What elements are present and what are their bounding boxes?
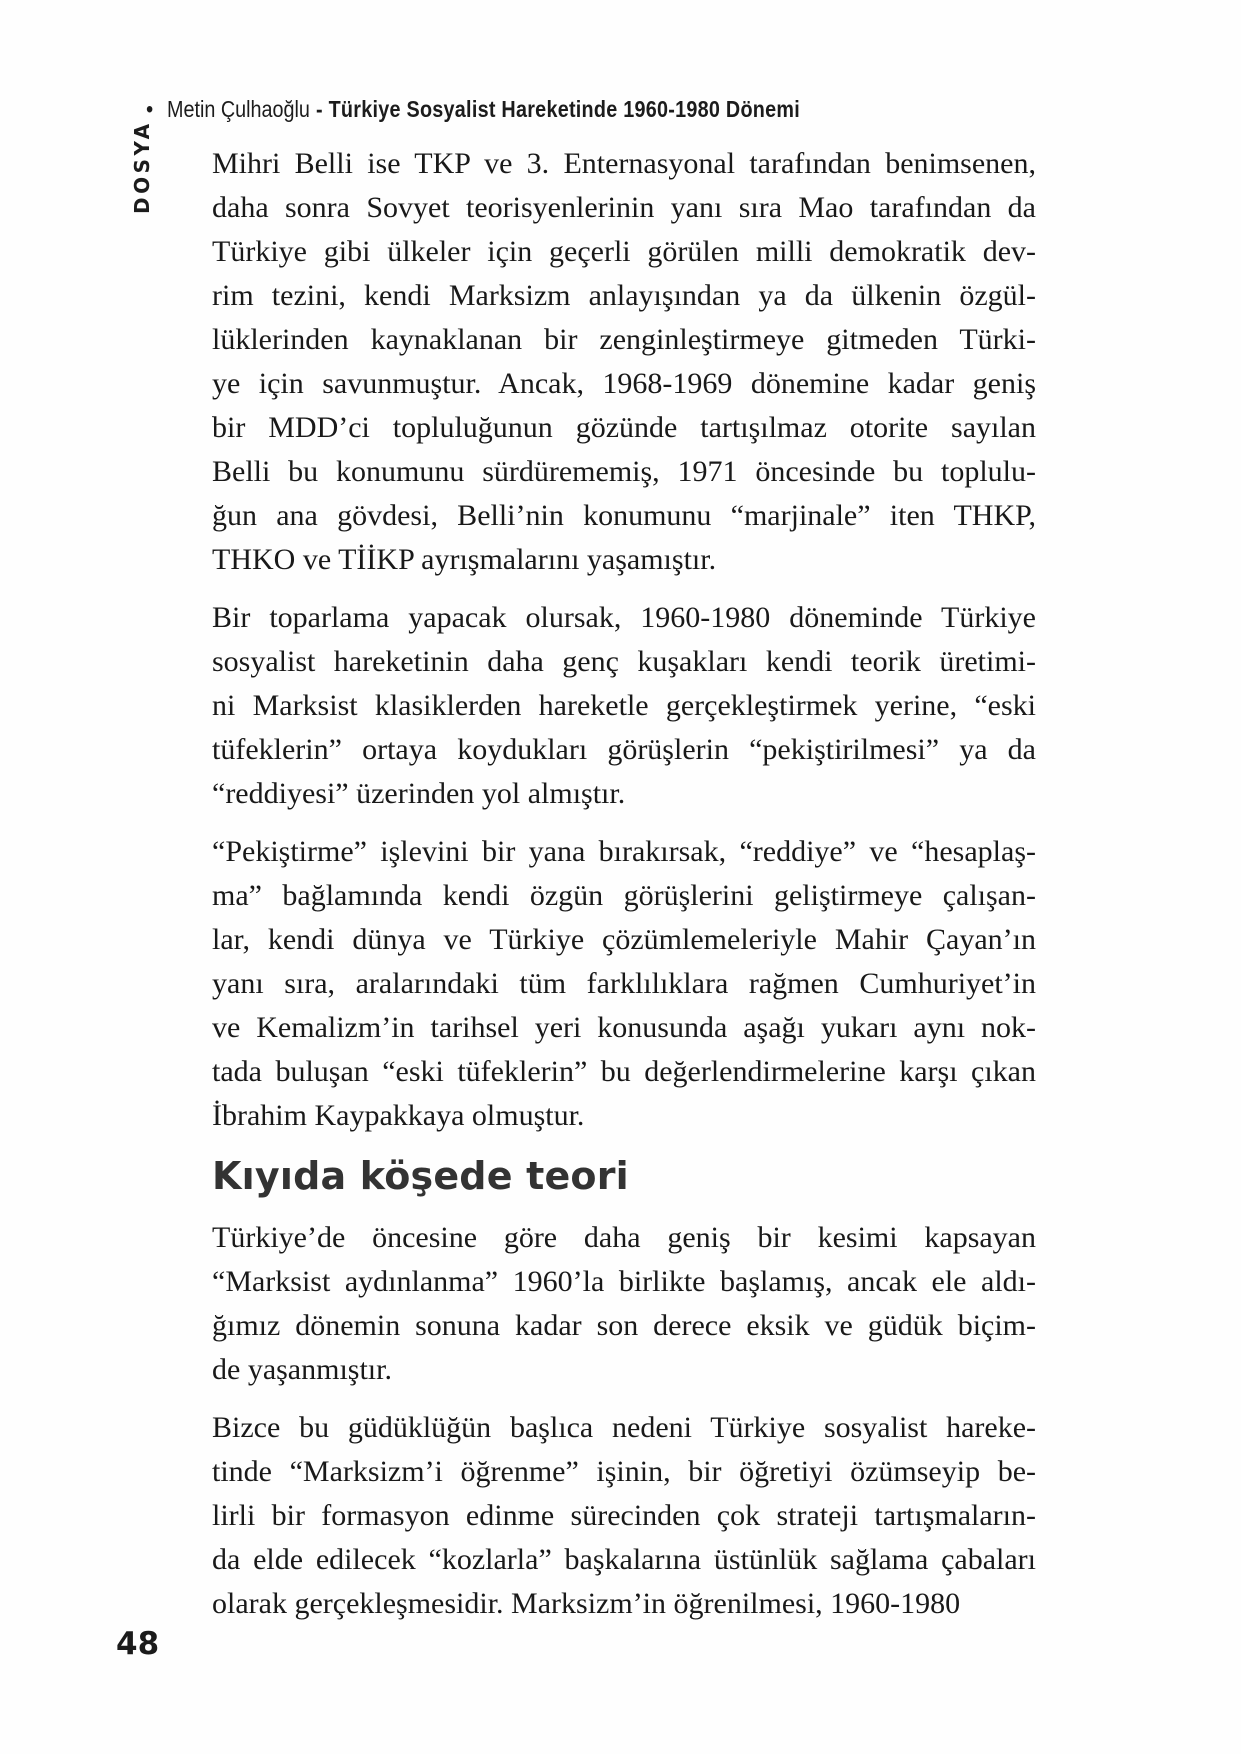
text-line: sosyalist hareketinin daha genç kuşakları kendi teorik üretimi- bbox=[212, 645, 1036, 678]
text-line: tüfeklerin” ortaya koydukları görüşlerin “pekiştirilmesi” ya da bbox=[212, 733, 1036, 766]
paragraph bbox=[212, 1406, 1036, 1626]
text-line: Bizce bu güdüklüğün başlıca nedeni Türkiye sosyalist hareke- bbox=[212, 1411, 1036, 1444]
text-line: Türkiye gibi ülkeler için geçerli görülen milli demokratik dev- bbox=[212, 235, 1036, 268]
text-line: bir MDD’ci topluluğunun gözünde tartışılmaz otorite sayılan bbox=[212, 411, 1036, 444]
paragraph bbox=[212, 1216, 1036, 1392]
bullet-icon: • bbox=[146, 95, 154, 123]
text-line: lüklerinden kaynaklanan bir zenginleştirmeye gitmeden Türki- bbox=[212, 323, 1036, 356]
text-line: de yaşanmıştır. bbox=[212, 1353, 392, 1386]
text-line: ğun ana gövdesi, Belli’nin konumunu “marjinale” iten THKP, bbox=[212, 499, 1036, 532]
text-line: lar, kendi dünya ve Türkiye çözümlemeleriyle Mahir Çayan’ın bbox=[212, 923, 1036, 956]
text-line: İbrahim Kaypakkaya olmuştur. bbox=[212, 1099, 585, 1132]
text-line: lirli bir formasyon edinme sürecinden çok strateji tartışmaların- bbox=[212, 1499, 1036, 1532]
section-tag-dosya: DOSYA bbox=[130, 120, 154, 214]
paragraph bbox=[212, 142, 1036, 582]
text-line: ni Marksist klasiklerden hareketle gerçekleştirmek yerine, “eski bbox=[212, 689, 1036, 722]
text-line: olarak gerçekleşmesidir. Marksizm’in öğrenilmesi, 1960-1980 bbox=[212, 1587, 961, 1620]
header-book-title: Türkiye Sosyalist Hareketinde 1960-1980 Dönemi bbox=[328, 96, 801, 122]
text-line: rim tezini, kendi Marksizm anlayışından ya da ülkenin özgül- bbox=[212, 279, 1036, 312]
paragraph bbox=[212, 596, 1036, 816]
page-number: 48 bbox=[116, 1626, 160, 1662]
text-line: THKO ve TİİKP ayrışmalarını yaşamıştır. bbox=[212, 543, 717, 576]
paragraph bbox=[212, 830, 1036, 1138]
text-line: ma” bağlamında kendi özgün görüşlerini geliştirmeye çalışan- bbox=[212, 879, 1036, 912]
text-line: ve Kemalizm’in tarihsel yeri konusunda aşağı yukarı aynı nok- bbox=[212, 1011, 1036, 1044]
text-line: ğımız dönemin sonuna kadar son derece eksik ve güdük biçim- bbox=[212, 1309, 1036, 1342]
article-body bbox=[212, 142, 1036, 1640]
text-line: “reddiyesi” üzerinden yol almıştır. bbox=[212, 777, 626, 810]
text-line: daha sonra Sovyet teorisyenlerinin yanı sıra Mao tarafından da bbox=[212, 191, 1036, 224]
header-author: Metin Çulhaoğlu bbox=[166, 96, 310, 122]
text-line: Türkiye’de öncesine göre daha geniş bir kesimi kapsayan bbox=[212, 1221, 1036, 1254]
text-line: tada buluşan “eski tüfeklerin” bu değerlendirmelerine karşı çıkan bbox=[212, 1055, 1036, 1088]
section-heading: Kıyıda köşede teori bbox=[212, 1154, 629, 1198]
text-line: tinde “Marksizm’i öğrenme” işinin, bir öğretiyi özümseyip be- bbox=[212, 1455, 1036, 1488]
page-header bbox=[146, 96, 800, 123]
text-line: yanı sıra, aralarındaki tüm farklılıklara rağmen Cumhuriyet’in bbox=[212, 967, 1036, 1000]
text-line: “Pekiştirme” işlevini bir yana bırakırsak, “reddiye” ve “hesaplaş- bbox=[212, 835, 1036, 868]
text-line: da elde edilecek “kozlarla” başkalarına üstünlük sağlama çabaları bbox=[212, 1543, 1036, 1576]
text-line: Mihri Belli ise TKP ve 3. Enternasyonal tarafından benimsenen, bbox=[212, 147, 1036, 180]
text-line: Belli bu konumunu sürdürememiş, 1971 öncesinde bu toplulu- bbox=[212, 455, 1036, 488]
text-line: ye için savunmuştur. Ancak, 1968-1969 dönemine kadar geniş bbox=[212, 367, 1036, 400]
text-line: “Marksist aydınlanma” 1960’la birlikte başlamış, ancak ele aldı- bbox=[212, 1265, 1036, 1298]
text-line: Bir toparlama yapacak olursak, 1960-1980 döneminde Türkiye bbox=[212, 601, 1036, 634]
header-separator: - bbox=[315, 96, 323, 122]
